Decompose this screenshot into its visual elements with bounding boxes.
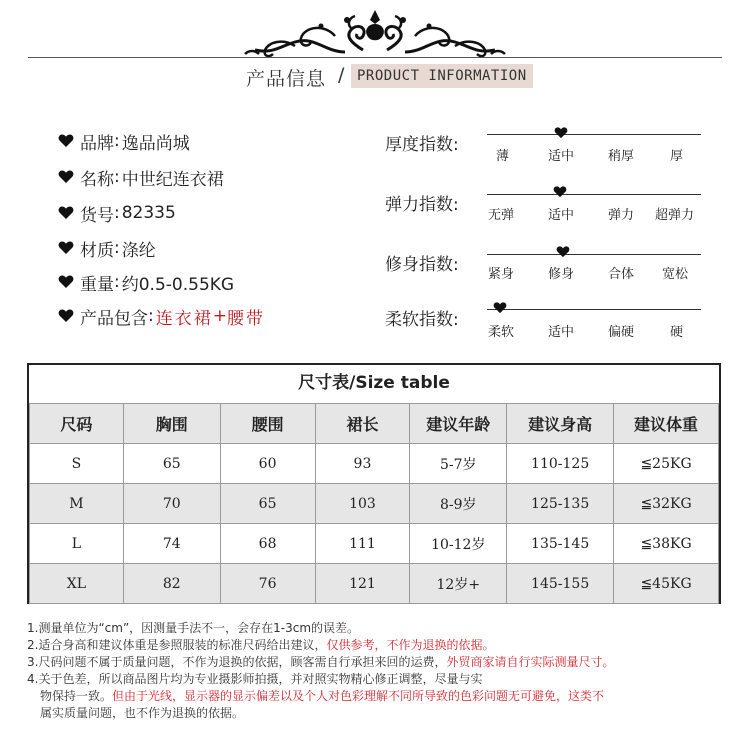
note-3 (27, 654, 614, 670)
note-4-cont (40, 688, 604, 704)
info-label: 品牌 (80, 133, 114, 154)
softness-option: 适中 (548, 325, 575, 340)
fit-option: 修身 (548, 267, 575, 282)
info-label: 材质 (80, 240, 114, 261)
fit-option: 合体 (608, 267, 635, 282)
table-cell: 8-9岁 (410, 484, 507, 524)
elasticity-option: 弹力 (608, 208, 635, 223)
info-sku: 货号 : 82335 (58, 201, 176, 225)
info-value: 中世纪连衣裙 (121, 169, 224, 190)
fit-option: 紧身 (488, 267, 515, 282)
heart-icon (58, 134, 74, 148)
note-2 (27, 637, 494, 653)
col-header-height: 建议身高 (507, 404, 614, 444)
info-includes: 产品包含 : 连衣裙 + 腰带 (58, 304, 265, 328)
table-cell: 93 (315, 444, 410, 484)
elasticity-index-track (487, 194, 701, 195)
section-title-en: PRODUCT INFORMATION (351, 64, 533, 88)
note-4-text: 物保持一致。 (40, 689, 113, 703)
table-cell: 68 (220, 524, 315, 564)
title-slash: / (338, 64, 345, 86)
elasticity-option: 适中 (548, 208, 575, 223)
note-1: 1.测量单位为“cm”，因测量手法不一，会存在1-3cm的误差。 (27, 621, 360, 635)
info-value: 82335 (121, 203, 176, 223)
col-header-age: 建议年龄 (410, 404, 507, 444)
table-cell: 76 (220, 564, 315, 604)
heart-marker-icon (556, 246, 570, 258)
info-value: 逸品尚城 (121, 133, 190, 154)
size-table-title: 尺寸表/Size table (298, 373, 450, 393)
info-value-plus: + (212, 306, 227, 326)
heart-marker-icon (554, 127, 568, 139)
thickness-option: 稍厚 (608, 149, 635, 164)
elasticity-option: 无弹 (488, 208, 515, 223)
table-cell: 10-12岁 (410, 524, 507, 564)
table-cell: 65 (220, 484, 315, 524)
heart-marker-icon (493, 302, 507, 314)
info-label: 名称 (80, 169, 114, 190)
table-cell: 145-155 (507, 564, 614, 604)
col-header-size: 尺码 (30, 404, 124, 444)
note-3-text: 3.尺码问题不属于质量问题，不作为退换的依据，顾客需自行承担来回的运费， (27, 655, 447, 669)
table-cell: 125-135 (507, 484, 614, 524)
info-value-dress: 连衣裙 (155, 308, 213, 329)
info-material: 材质 : 涤纶 (58, 236, 156, 260)
table-cell: 12岁+ (410, 564, 507, 604)
info-weight: 重量 : 约0.5-0.55KG (58, 270, 234, 294)
table-cell: 135-145 (507, 524, 614, 564)
table-row (30, 524, 719, 564)
softness-option: 柔软 (488, 325, 515, 340)
table-cell: ≦32KG (614, 484, 719, 524)
table-cell: 60 (220, 444, 315, 484)
table-header-row (30, 404, 719, 444)
softness-index-label: 柔软指数: (385, 310, 459, 330)
softness-index-track (487, 309, 701, 310)
table-cell: 110-125 (507, 444, 614, 484)
table-row (30, 564, 719, 604)
size-table (29, 403, 719, 604)
info-brand: 品牌 : 逸品尚城 (58, 129, 190, 153)
table-cell: 103 (315, 484, 410, 524)
table-cell: S (30, 444, 124, 484)
thickness-index-track (487, 134, 701, 135)
info-label: 重量 (80, 274, 114, 295)
note-3-warning: 外贸商家请自行实际测量尺寸。 (446, 655, 615, 669)
info-name: 名称 : 中世纪连衣裙 (58, 165, 224, 189)
note-4: 4.关于色差，所以商品图片均为专业摄影师拍摄，并对照实物精心修正调整，尽量与实 (27, 672, 483, 686)
heart-marker-icon (553, 186, 567, 198)
col-header-waist: 腰围 (220, 404, 315, 444)
decorative-ornament (225, 6, 525, 58)
thickness-index-label: 厚度指数: (385, 135, 459, 155)
fit-index-track (487, 254, 701, 255)
table-cell: ≦25KG (614, 444, 719, 484)
table-cell: L (30, 524, 124, 564)
softness-option: 硬 (670, 325, 684, 340)
softness-option: 偏硬 (608, 325, 635, 340)
thickness-option: 薄 (496, 149, 510, 164)
table-cell: M (30, 484, 124, 524)
table-cell: 111 (315, 524, 410, 564)
fit-option: 宽松 (662, 267, 689, 282)
info-value: 约0.5-0.55KG (121, 274, 235, 295)
fit-index-label: 修身指数: (385, 255, 459, 275)
heart-icon (58, 170, 74, 184)
note-4-end: 属实质量问题，也不作为退换的依据。 (40, 706, 245, 720)
table-cell: 74 (123, 524, 220, 564)
note-2-warning: 仅供参考，不作为退换的依据。 (326, 638, 495, 652)
table-row (30, 444, 719, 484)
heart-icon (58, 206, 74, 220)
table-cell: ≦45KG (614, 564, 719, 604)
note-2-text: 2.适合身高和建议体重是参照服装的标准尺码给出建议， (27, 638, 327, 652)
table-cell: XL (30, 564, 124, 604)
table-cell: ≦38KG (614, 524, 719, 564)
table-cell: 5-7岁 (410, 444, 507, 484)
table-cell: 82 (123, 564, 220, 604)
heart-icon (58, 275, 74, 289)
elasticity-index-label: 弹力指数: (385, 195, 459, 215)
table-cell: 121 (315, 564, 410, 604)
info-value-belt: 腰带 (226, 308, 265, 329)
section-title-cn: 产品信息 (246, 68, 327, 90)
info-label: 货号 (80, 205, 114, 226)
col-header-chest: 胸围 (123, 404, 220, 444)
info-label: 产品包含 (80, 308, 148, 329)
heart-icon (58, 309, 74, 323)
info-value: 涤纶 (121, 240, 156, 261)
heart-icon (58, 241, 74, 255)
thickness-option: 厚 (670, 149, 684, 164)
table-cell: 65 (123, 444, 220, 484)
note-4-warning: 但由于光线，显示器的显示偏差以及个人对色彩理解不同所导致的色彩问题无可避免，这类不 (112, 689, 605, 703)
col-header-weight: 建议体重 (614, 404, 719, 444)
col-header-length: 裙长 (315, 404, 410, 444)
thickness-option: 适中 (548, 149, 575, 164)
header-divider (28, 57, 722, 58)
elasticity-option: 超弹力 (655, 208, 695, 223)
table-cell: 70 (123, 484, 220, 524)
table-row (30, 484, 719, 524)
